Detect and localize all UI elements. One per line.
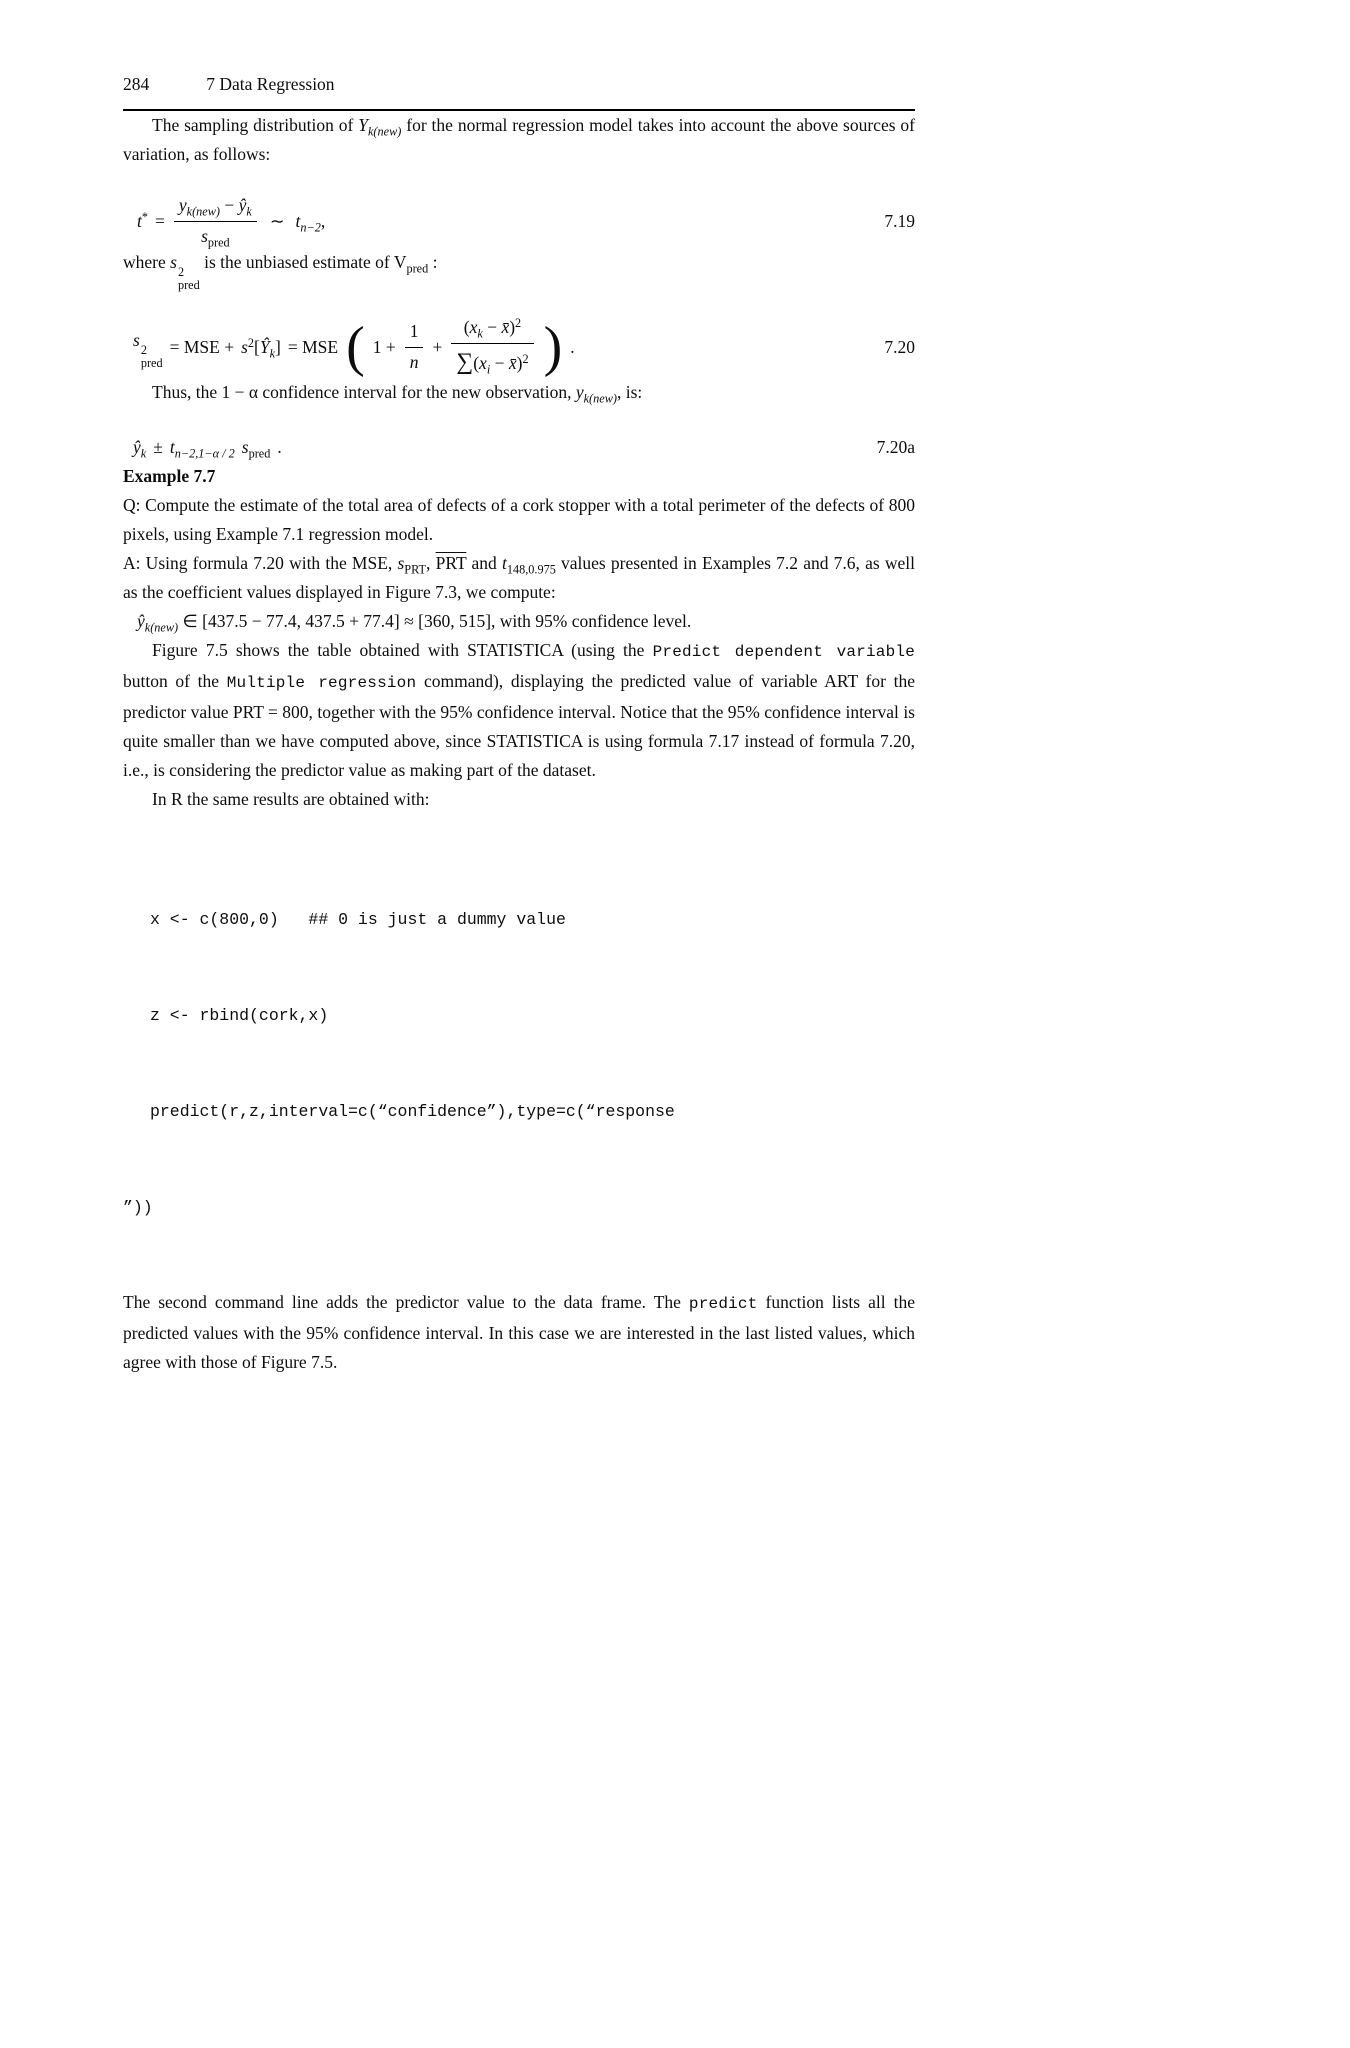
text-run: values presented in Examples 7.2 and 7.6, as well as the coefficient values displayed in Figure 7.3, we compute: <box>123 552 915 602</box>
math-subscript: pred <box>177 277 200 292</box>
prt-overline: $\overline{PRT}$ <box>435 552 467 573</box>
left-paren: ( <box>463 317 470 338</box>
closing-paragraph <box>123 1288 915 1377</box>
equation-7-20-content <box>123 317 575 377</box>
math-var: s <box>133 329 140 350</box>
text-run: button of the <box>123 670 227 691</box>
s2-pred-var <box>133 326 163 370</box>
fraction-denominator <box>174 222 257 248</box>
intro-paragraph <box>123 111 915 169</box>
equals-mse: = MSE <box>287 337 339 358</box>
math-var: s <box>241 436 249 457</box>
math-var: x <box>479 353 487 374</box>
equals-mse-plus: = MSE + <box>169 337 235 358</box>
big-right-paren: ) <box>543 316 563 379</box>
comma: , <box>320 210 326 231</box>
right-paren: ) <box>516 353 523 374</box>
math-subscript: n−2 <box>300 220 321 235</box>
math-var: Ŷ <box>259 337 270 358</box>
page-content <box>123 70 915 1377</box>
s-pred-var <box>242 433 271 462</box>
s-prt-var <box>397 552 427 577</box>
text-run: ∈ [437.5 − 77.4, 437.5 + 77.4] ≈ [360, 515], with 95% confidence level. <box>178 610 692 631</box>
text-run: and <box>466 552 502 573</box>
equation-number-7-19: 7.19 <box>884 210 915 231</box>
math-subscript: pred <box>406 261 429 276</box>
fraction-numerator <box>451 317 533 344</box>
math-superscript: 2 <box>515 316 522 331</box>
text-run: : <box>428 251 438 272</box>
in-r-line: In R the same results are obtained with: <box>152 788 430 809</box>
minus-sign: − <box>490 353 509 374</box>
page-header <box>123 70 915 111</box>
math-subscript: pred <box>207 235 230 250</box>
math-subscript: k(new) <box>368 124 402 139</box>
math-subscript: k(new) <box>583 391 617 406</box>
equals-sign: = <box>155 210 165 231</box>
fraction <box>451 317 533 377</box>
code-line: z <- rbind(cork,x) <box>150 1005 329 1025</box>
text-run: Thus, the 1 − α confidence interval for the new observation, <box>152 381 576 402</box>
math-var: t <box>169 436 175 457</box>
t-quantile <box>170 433 235 462</box>
text-run: , is: <box>616 381 643 402</box>
fraction-denominator <box>451 344 533 378</box>
minus-sign: − <box>482 317 502 338</box>
minus-sign: − <box>220 195 239 215</box>
yhat-knew-var <box>137 610 179 635</box>
text-run: command), displaying the predicted value of variable ART for the predictor value PRT = 800, together with the 95% confidence interval. Notice that the 95% confidence interval is quite smaller than we have computed above, since STATISTICA is using formula 7.17 instead of formula 7.20, i.e., is considering the predictor value as making part of the dataset. <box>123 670 916 780</box>
code-line: x <- c(800,0) ## 0 is just a dummy value <box>150 909 566 929</box>
code-line: predict(r,z,interval=c(“confidence”),type=c(“response <box>150 1101 675 1121</box>
math-superscript: 2 <box>522 352 529 367</box>
one-plus: 1 + <box>372 337 396 358</box>
math-subscript: k <box>269 346 276 361</box>
inline-code: Multiple regression <box>226 673 417 692</box>
period: . <box>277 436 282 457</box>
result-line <box>123 607 915 636</box>
math-var: Y <box>358 115 368 135</box>
where-line <box>123 248 915 292</box>
summation-sign: ∑ <box>456 349 474 376</box>
sup-sub-stack <box>141 344 163 370</box>
math-subscript: k <box>246 204 252 219</box>
equation-number-7-20: 7.20 <box>884 337 915 358</box>
math-subscript: k(new) <box>144 620 179 635</box>
big-left-paren: ( <box>346 316 365 379</box>
math-subscript: n−2,1−α / 2 <box>174 446 235 461</box>
text-run: where <box>123 251 171 272</box>
math-superscript: * <box>141 209 148 224</box>
math-var: x <box>469 317 478 338</box>
equation-7-19-content <box>123 195 325 248</box>
text-run: for the normal regression model takes into account the above sources of variation, as follows: <box>123 115 915 164</box>
math-superscript: 2 <box>247 336 255 350</box>
math-superscript: 2 <box>140 342 147 357</box>
y-knew-var <box>575 381 617 406</box>
text-run: is the unbiased estimate of V <box>199 251 407 272</box>
fraction <box>174 195 257 248</box>
tilde-operator: ∼ <box>269 210 285 231</box>
right-bracket: ] <box>275 337 281 358</box>
inline-code: predict <box>688 1294 758 1313</box>
fraction-numerator <box>174 195 257 222</box>
math-var: t <box>137 210 142 231</box>
math-subscript: k <box>477 326 483 341</box>
page-number: 284 <box>123 74 150 94</box>
text-run: Figure 7.5 shows the table obtained with STATISTICA (using the <box>152 639 653 660</box>
s2-yhat-term <box>241 333 281 362</box>
math-subscript: pred <box>248 446 271 461</box>
equation-7-20a <box>123 433 915 462</box>
plus-sign: + <box>432 337 443 358</box>
math-var: y <box>575 381 584 402</box>
code-line: ”)) <box>123 1197 153 1217</box>
text-run: The second command line adds the predictor value to the data frame. The <box>123 1291 689 1312</box>
math-var: s <box>201 225 208 246</box>
fraction-numerator: 1 <box>405 321 424 348</box>
right-paren: ) <box>509 317 516 338</box>
math-var: s <box>397 552 405 573</box>
s2-pred-var <box>170 251 200 292</box>
math-superscript: 2 <box>177 264 185 279</box>
math-subscript: 148,0.975 <box>506 562 556 577</box>
math-subscript: k(new) <box>186 204 220 219</box>
t-distribution <box>296 207 326 236</box>
question-paragraph: Q: Compute the estimate of the total area of defects of a cork stopper with a total perimeter of the defects of 800 pixels, using Example 7.1 regression model. <box>123 494 915 544</box>
math-var: ŷ <box>137 610 145 631</box>
math-subscript: PRT <box>404 562 427 577</box>
math-var: t <box>295 210 301 231</box>
figure-paragraph <box>123 636 915 785</box>
thus-line <box>123 378 915 407</box>
text-run: , <box>426 552 436 573</box>
left-bracket: [ <box>254 337 260 358</box>
math-var: y <box>178 195 187 215</box>
code-block <box>123 840 915 1288</box>
yhat-k <box>133 433 146 462</box>
x-bar: x̄ <box>501 317 510 338</box>
equation-number-7-20a: 7.20a <box>876 436 915 457</box>
math-var: t <box>501 552 507 573</box>
fraction <box>405 321 424 374</box>
plus-minus-sign: ± <box>153 436 163 457</box>
text-run: The sampling distribution of <box>152 115 359 135</box>
t-148-var <box>501 552 556 577</box>
text-run: function lists all the predicted values with the 95% confidence interval. In this case we are interested in the last listed values, which agree with those of Figure 7.5. <box>123 1291 915 1372</box>
sup-sub-stack <box>178 266 200 292</box>
math-subscript: i <box>486 362 491 377</box>
example-heading: Example 7.7 <box>123 465 216 486</box>
period: . <box>570 337 575 358</box>
equation-7-20 <box>123 317 915 377</box>
answer-paragraph <box>123 549 915 607</box>
chapter-title: 7 Data Regression <box>206 74 335 94</box>
t-star <box>137 207 148 236</box>
math-subscript: pred <box>140 355 163 370</box>
math-subscript: k <box>140 446 147 461</box>
x-bar: x̄ <box>508 353 517 374</box>
math-var: ŷ <box>238 195 247 215</box>
text-run: A: Using formula 7.20 with the MSE, <box>123 552 398 573</box>
equation-7-20a-content <box>123 433 282 462</box>
left-paren: ( <box>473 353 480 374</box>
math-var: s <box>241 337 248 358</box>
math-var: s <box>170 251 177 272</box>
inline-code: Predict dependent variable <box>652 642 915 661</box>
math-var-y-knew <box>358 115 402 139</box>
equation-7-19 <box>123 195 915 248</box>
fraction-denominator: n <box>409 352 419 373</box>
math-var: ŷ <box>133 436 141 457</box>
